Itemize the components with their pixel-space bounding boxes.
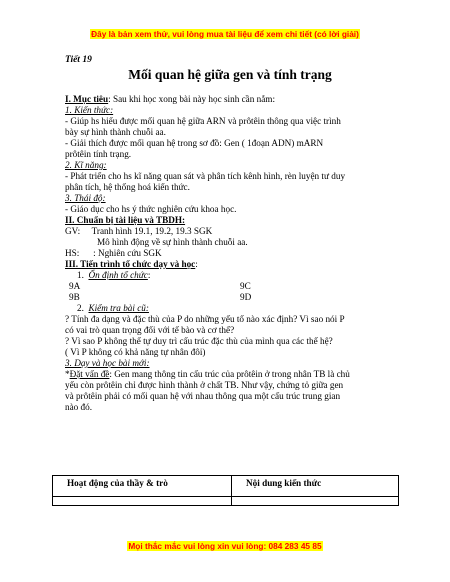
student-label: HS: bbox=[65, 248, 80, 258]
document-body bbox=[65, 55, 395, 413]
activity-table-row bbox=[53, 497, 399, 506]
organization-number: 1. bbox=[77, 270, 84, 280]
class-list-row-2 bbox=[65, 292, 395, 303]
review-number: 2. bbox=[77, 303, 84, 313]
new-lesson-heading: 3. Dạy và học bài mới: bbox=[65, 358, 150, 368]
class-list-row-1 bbox=[65, 281, 395, 292]
organization-colon: : bbox=[147, 270, 151, 280]
review-line bbox=[65, 303, 395, 314]
skills-heading: 2. Kĩ năng: bbox=[65, 160, 107, 170]
question-1a: ? Tính đa dạng và đặc thù của P do những yếu tố nào xác định? Vì sao nói P bbox=[65, 314, 345, 324]
preview-banner bbox=[0, 24, 450, 42]
problem-text-2: yếu còn prôtêin chỉ được hình thành ở chất TB. Như vậy, chứng tỏ giữa gen bbox=[65, 380, 344, 390]
process-heading: III. Tiến trình tổ chức dạy và học bbox=[65, 259, 196, 269]
contact-footer bbox=[0, 536, 450, 554]
teacher-prep-2: Mô hình động về sự hình thành chuỗi aa. bbox=[97, 237, 248, 247]
lesson-title: Mối quan hệ giữa gen và tính trạng bbox=[128, 67, 332, 82]
knowledge-2b: prôtêin tính trạng. bbox=[65, 149, 132, 159]
class-9d: 9D bbox=[240, 292, 252, 302]
knowledge-content-header: Nội dung kiến thức bbox=[232, 476, 399, 497]
organization-line bbox=[65, 270, 395, 281]
activity-table bbox=[52, 475, 399, 506]
problem-statement-1 bbox=[65, 369, 395, 380]
lesson-number: Tiết 19 bbox=[65, 55, 92, 65]
preview-banner-text: Đây là bản xem thử, vui lòng mua tài liệu để xem chi tiết (có lời giải) bbox=[91, 29, 359, 39]
contact-footer-text: Mọi thắc mắc vui lòng xin vui lòng: 084 283 45 85 bbox=[128, 541, 322, 551]
process-line bbox=[65, 259, 395, 270]
objectives-line bbox=[65, 94, 395, 105]
problem-text-3: và prôtêin phải có mối quan hệ với nhau thông qua một cấu trúc trung gian bbox=[65, 391, 341, 401]
objectives-intro: : Sau khi học xong bài này học sinh cần nắm: bbox=[108, 94, 275, 104]
knowledge-1a: - Giúp hs hiểu được mối quan hệ giữa ARN và prôtêin thông qua việc trình bbox=[65, 116, 341, 126]
teacher-prep-1: Tranh hình 19.1, 19.2, 19.3 SGK bbox=[91, 226, 213, 236]
student-prep-1: : Nghiên cứu SGK bbox=[93, 248, 162, 258]
attitude-1: - Giáo dục cho hs ý thức nghiên cứu khoa học. bbox=[65, 204, 237, 214]
knowledge-1b: bày sự hình thành chuỗi aa. bbox=[65, 127, 166, 137]
objectives-heading: I. Mục tiêu bbox=[65, 94, 109, 104]
class-9c: 9C bbox=[240, 281, 251, 291]
review-heading: Kiểm tra bài cũ: bbox=[88, 303, 149, 313]
skills-1a: - Phát triển cho hs kĩ năng quan sát và phân tích kênh hình, rèn luyện tư duy bbox=[65, 171, 346, 181]
class-9a: 9A bbox=[69, 281, 81, 291]
knowledge-heading: 1. Kiến thức: bbox=[65, 105, 114, 115]
attitude-heading: 3. Thái độ: bbox=[65, 193, 106, 203]
activity-table-header bbox=[53, 476, 399, 497]
teacher-student-activity-header: Hoạt động của thầy & trò bbox=[53, 476, 232, 497]
problem-text-4: nào đó. bbox=[65, 402, 93, 412]
skills-1b: phân tích, hệ thống hoá kiến thức. bbox=[65, 182, 190, 192]
organization-heading: Ổn định tổ chức bbox=[88, 270, 148, 280]
problem-text-1: : Gen mang thông tin cấu trúc của prôtêin ở trong nhân TB là chủ bbox=[109, 369, 350, 379]
question-2: ? Vì sao P không thể tự duy trì cấu trúc đặc thù của mình qua các thế hệ? bbox=[65, 336, 333, 346]
knowledge-2a: - Giải thích được mối quan hệ trong sơ đồ: Gen ( 1đoạn ADN) mARN bbox=[65, 138, 324, 148]
problem-star: * bbox=[65, 369, 70, 379]
teacher-label: GV: bbox=[65, 226, 81, 236]
table-cell bbox=[53, 497, 232, 506]
table-cell bbox=[232, 497, 399, 506]
student-prep-line bbox=[65, 248, 395, 259]
question-1b: có vai trò quan trọng đối với tế bào và cơ thể? bbox=[65, 325, 235, 335]
answer-2: ( Vì P không có khả năng tự nhân đôi) bbox=[65, 347, 206, 357]
problem-label: Đặt vấn đề bbox=[69, 369, 110, 379]
preparation-heading: II. Chuẩn bị tài liệu và TBDH: bbox=[65, 215, 186, 225]
class-9b: 9B bbox=[69, 292, 80, 302]
process-colon: : bbox=[195, 259, 198, 269]
teacher-prep-line bbox=[65, 226, 395, 237]
